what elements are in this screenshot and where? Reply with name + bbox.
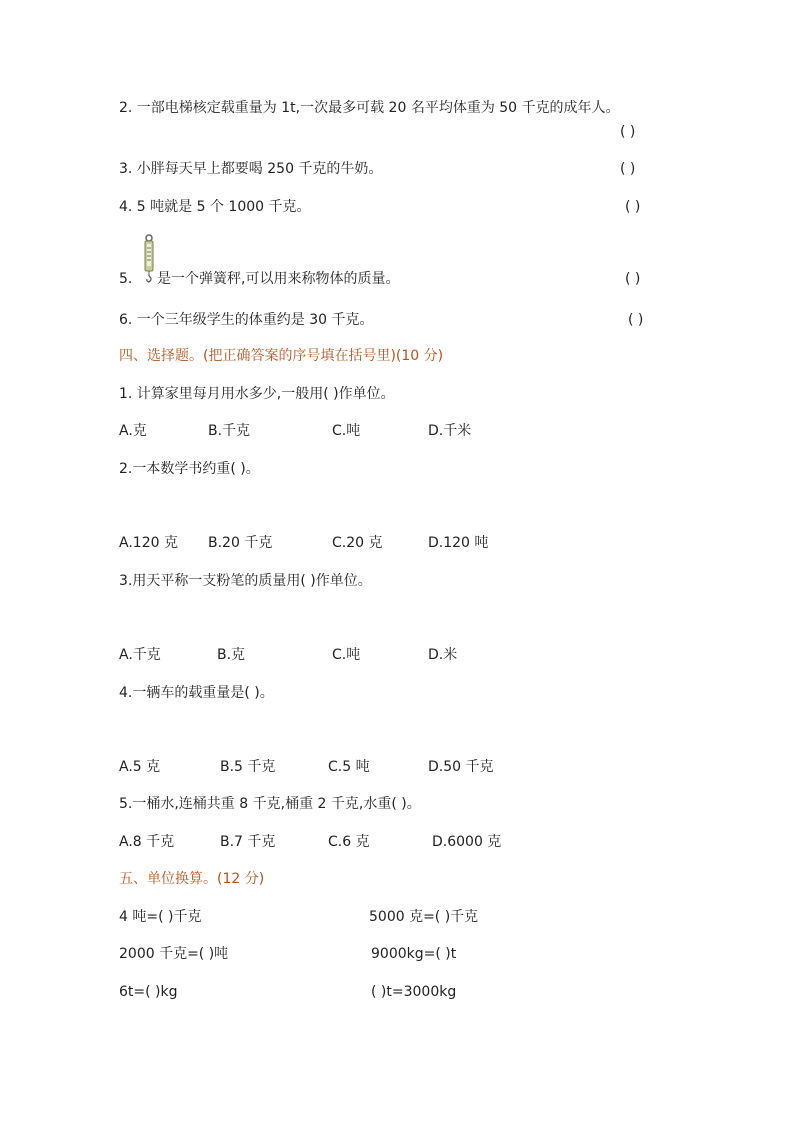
choice-q3-option-c[interactable]: C.吨 [332,647,361,663]
convert-row2-right[interactable]: 9000kg=( )t [371,946,457,962]
choice-q4-text: 4.一辆车的载重量是( )。 [119,685,274,701]
choice-q2-option-a[interactable]: A.120 克 [119,535,178,551]
choice-q5-option-b[interactable]: B.7 千克 [220,834,276,850]
choice-q2-option-c[interactable]: C.20 克 [332,535,383,551]
choice-q5-option-a[interactable]: A.8 千克 [119,834,175,850]
judge-q4-answer-paren[interactable]: ( ) [625,199,641,215]
choice-q4-option-c[interactable]: C.5 吨 [328,759,370,775]
choice-q2-option-b[interactable]: B.20 千克 [208,535,273,551]
judge-q3-answer-paren[interactable]: ( ) [620,161,636,177]
judge-q5-number: 5. [119,271,133,287]
judge-q6-text: 6. 一个三年级学生的体重约是 30 千克。 [119,312,374,328]
choice-q3-text: 3.用天平称一支粉笔的质量用( )作单位。 [119,573,372,589]
choice-q2-text: 2.一本数学书约重( )。 [119,461,260,477]
choice-q4-option-a[interactable]: A.5 克 [119,759,161,775]
judge-q5-answer-paren[interactable]: ( ) [625,271,641,287]
choice-q4-option-b[interactable]: B.5 千克 [220,759,276,775]
judge-q6-answer-paren[interactable]: ( ) [628,312,644,328]
choice-q4-option-d[interactable]: D.50 千克 [428,759,494,775]
judge-q3-text: 3. 小胖每天早上都要喝 250 千克的牛奶。 [119,161,383,177]
choice-q3-option-a[interactable]: A.千克 [119,647,161,663]
choice-q1-option-c[interactable]: C.吨 [332,423,361,439]
judge-q2-answer-paren[interactable]: ( ) [620,124,636,140]
choice-q1-option-a[interactable]: A.克 [119,423,147,439]
choice-q3-option-d[interactable]: D.米 [428,647,458,663]
convert-row3-right[interactable]: ( )t=3000kg [371,984,457,1000]
choice-q2-option-d[interactable]: D.120 吨 [428,535,489,551]
section5-title: 五、单位换算。(12 分) [119,871,265,887]
convert-row1-right[interactable]: 5000 克=( )千克 [369,909,479,925]
choice-q5-option-c[interactable]: C.6 克 [328,834,370,850]
spring-scale-icon [140,234,158,284]
section4-title: 四、选择题。(把正确答案的序号填在括号里)(10 分) [119,348,444,364]
convert-row2-left[interactable]: 2000 千克=( )吨 [119,946,229,962]
judge-q2-text: 2. 一部电梯核定载重量为 1t,一次最多可载 20 名平均体重为 50 千克的成年人。 [119,100,620,116]
choice-q1-option-d[interactable]: D.千米 [428,423,472,439]
judge-q4-text: 4. 5 吨就是 5 个 1000 千克。 [119,199,311,215]
choice-q5-option-d[interactable]: D.6000 克 [432,834,502,850]
judge-q5-text: 是一个弹簧秤,可以用来称物体的质量。 [157,271,400,287]
convert-row3-left[interactable]: 6t=( )kg [119,984,178,1000]
convert-row1-left[interactable]: 4 吨=( )千克 [119,909,202,925]
choice-q1-option-b[interactable]: B.千克 [208,423,251,439]
choice-q1-text: 1. 计算家里每月用水多少,一般用( )作单位。 [119,386,395,402]
choice-q5-text: 5.一桶水,连桶共重 8 千克,桶重 2 千克,水重( )。 [119,796,421,812]
choice-q3-option-b[interactable]: B.克 [217,647,246,663]
